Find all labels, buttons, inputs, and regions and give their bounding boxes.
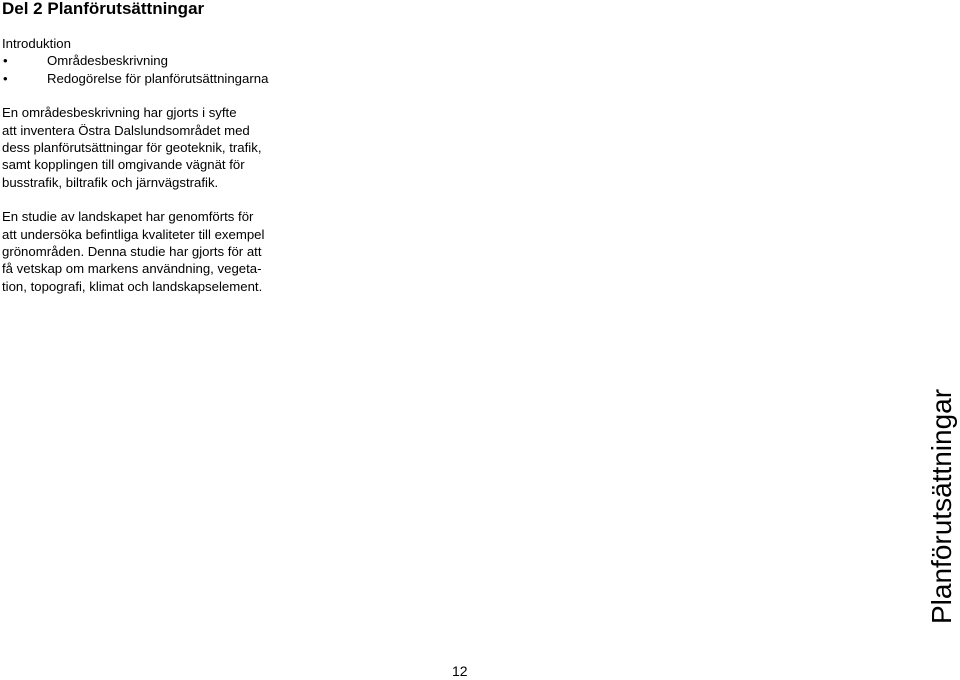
list-item-label: Redogörelse för planförutsättningarna — [47, 70, 269, 86]
bullet-icon: • — [3, 70, 8, 86]
text-line: få vetskap om markens användning, vegeta- — [2, 261, 262, 277]
list-item — [2, 70, 302, 87]
side-section-title: Planförutsättningar — [926, 388, 957, 624]
paragraph-landscape-study — [2, 208, 302, 295]
page-title: Del 2 Planförutsättningar — [2, 0, 205, 18]
list-item — [2, 52, 302, 69]
list-item-label: Områdesbeskrivning — [47, 53, 168, 69]
text-line: En områdesbeskrivning har gjorts i syfte — [2, 105, 237, 121]
text-line: att inventera Östra Dalslundsområdet med — [2, 122, 250, 138]
page-number: 12 — [452, 663, 468, 679]
bullet-icon: • — [3, 53, 8, 69]
text-line: grönområden. Denna studie har gjorts för att — [2, 244, 262, 260]
text-line: samt kopplingen till omgivande vägnät för — [2, 157, 245, 173]
intro-heading: Introduktion — [2, 36, 71, 51]
main-content — [2, 35, 302, 295]
text-line: busstrafik, biltrafik och järnvägstrafik. — [2, 174, 219, 190]
text-line: tion, topografi, klimat och landskapselement. — [2, 278, 263, 294]
text-line: En studie av landskapet har genomförts för — [2, 209, 254, 225]
text-line: dess planförutsättningar för geoteknik, trafik, — [2, 140, 262, 156]
paragraph-area-description — [2, 104, 302, 191]
text-line: att undersöka befintliga kvaliteter till exempel — [2, 226, 265, 242]
contents-list — [2, 52, 302, 87]
